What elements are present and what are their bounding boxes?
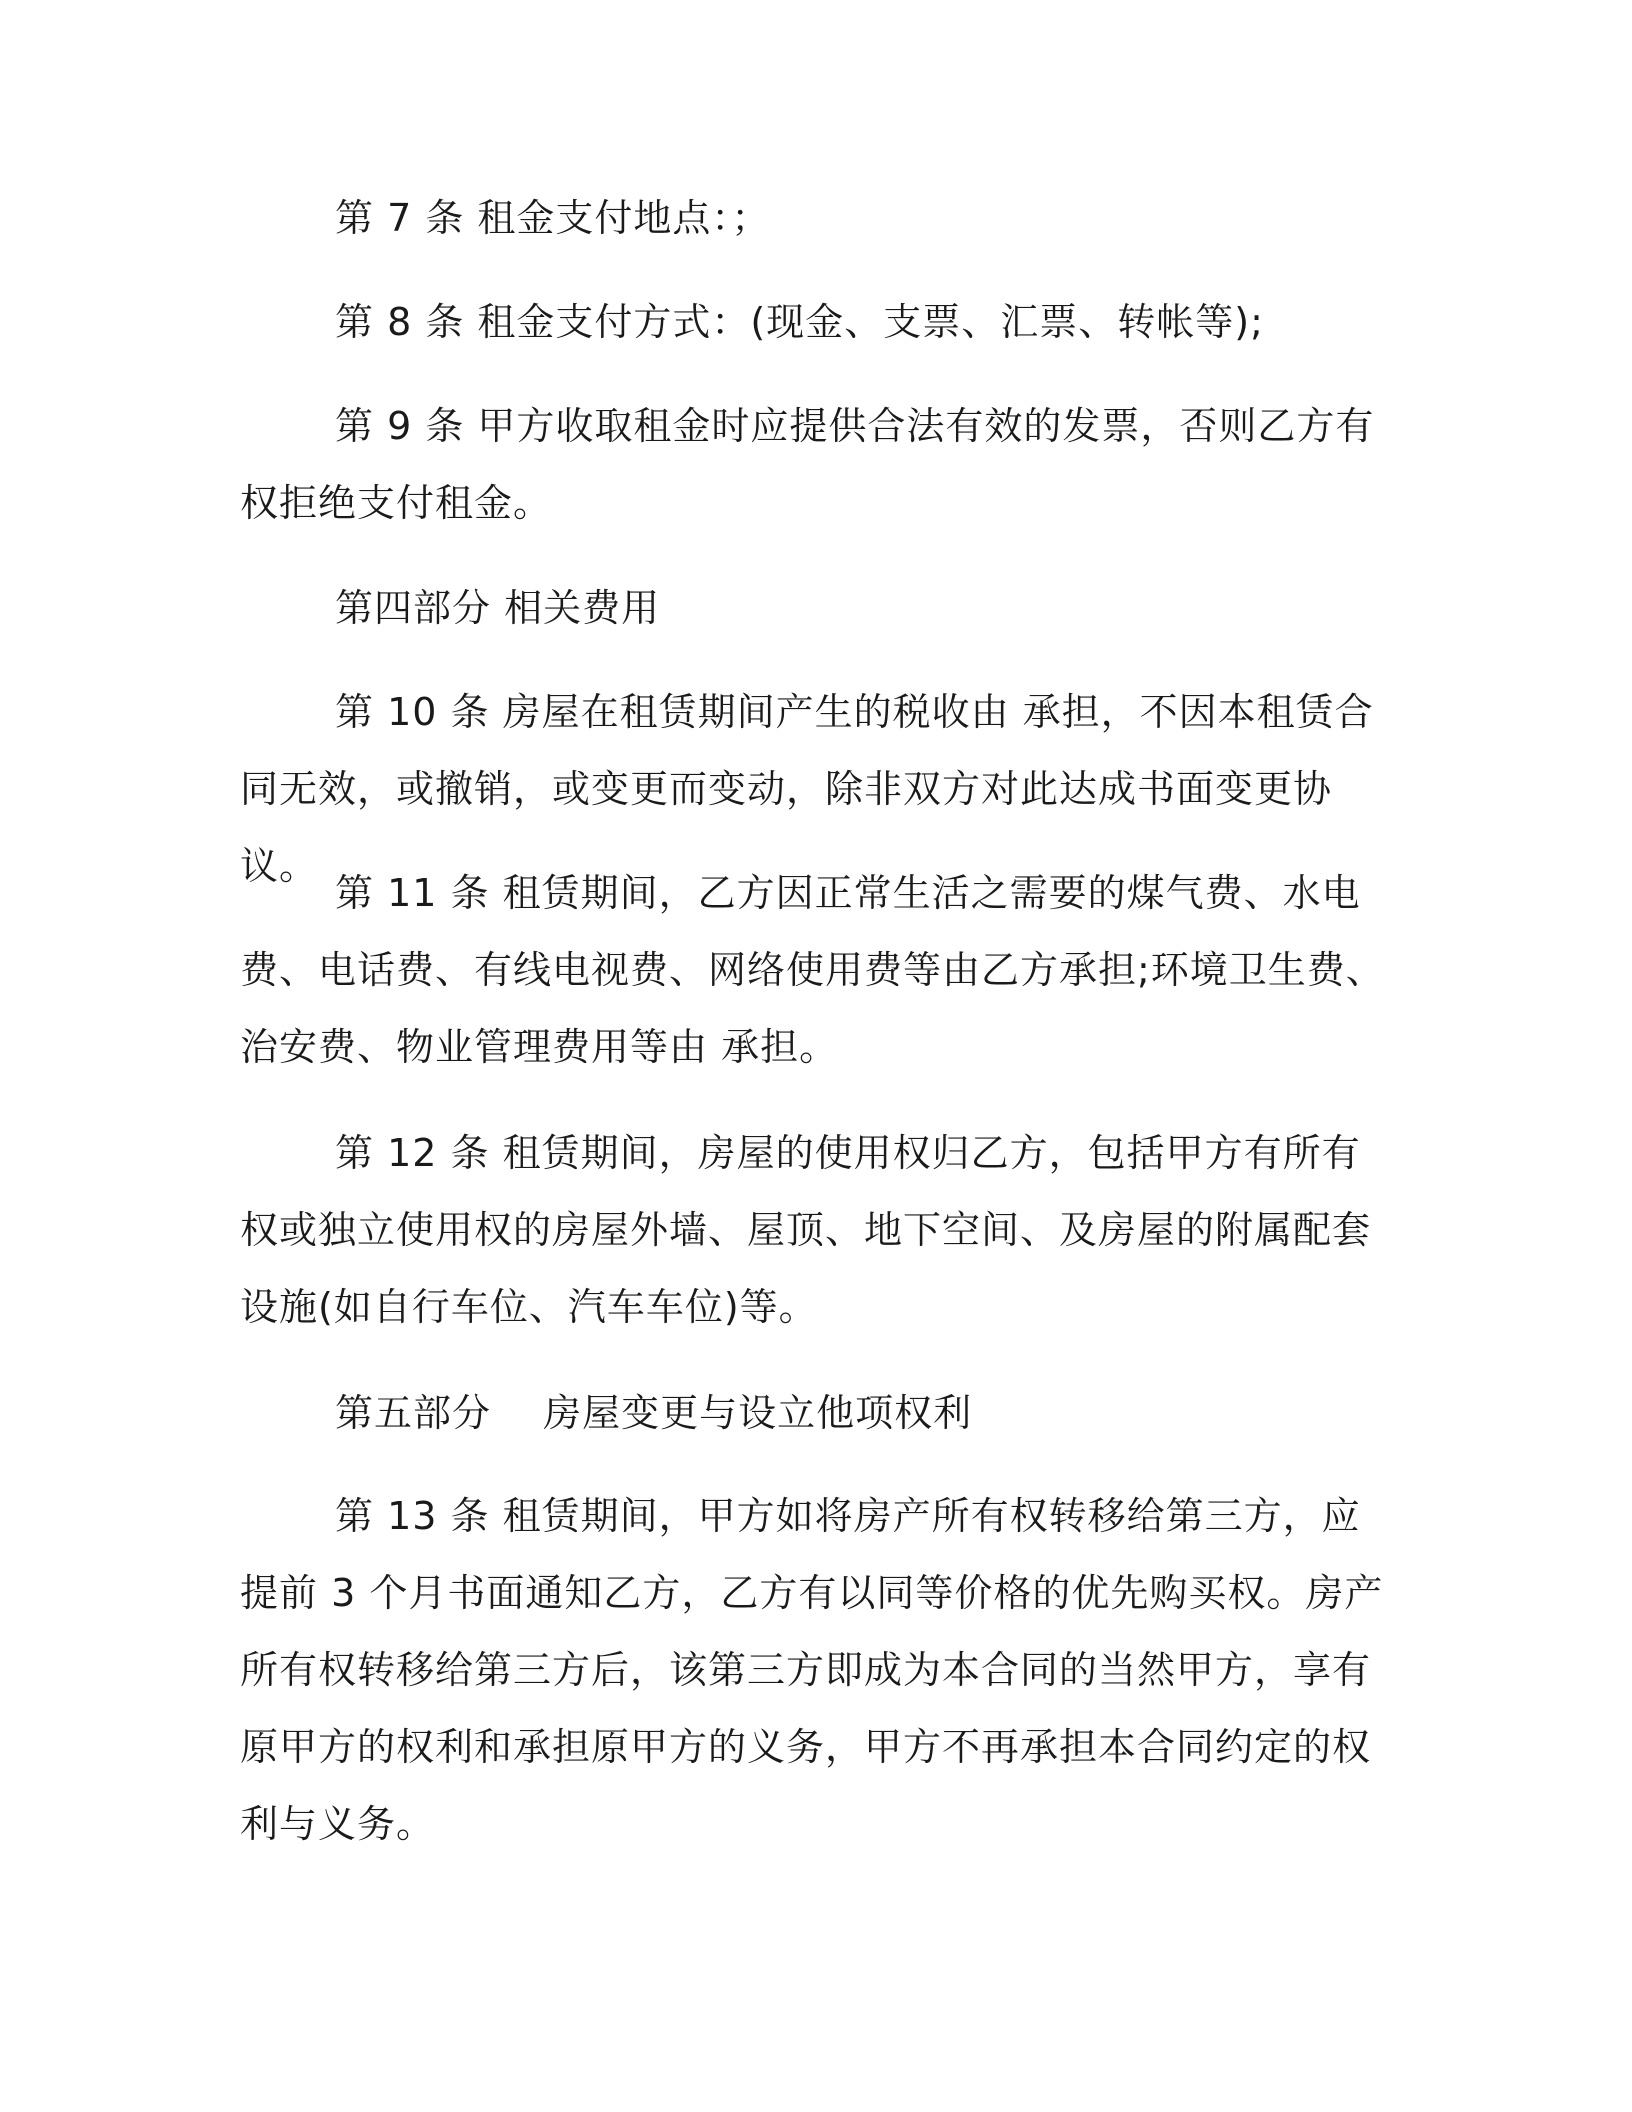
article-11-paragraph: 第 11 条 租赁期间，乙方因正常生活之需要的煤气费、水电费、电话费、有线电视费、网络使用费等由乙方承担;环境卫生费、治安费、物业管理费用等由 承担。 bbox=[240, 871, 1385, 1069]
article-12-paragraph: 第 12 条 租赁期间，房屋的使用权归乙方，包括甲方有所有权或独立使用权的房屋外墙、屋顶、地下空间、及房屋的附属配套设施(如自行车位、汽车车位)等。 bbox=[240, 1131, 1372, 1329]
article-8-paragraph: 第 8 条 租金支付方式：(现金、支票、汇票、转帐等); bbox=[335, 300, 1264, 344]
article-13-paragraph: 第 13 条 租赁期间，甲方如将房产所有权转移给第三方，应提前 3 个月书面通知乙方，乙方有以同等价格的优先购买权。房产所有权转移给第三方后，该第三方即成为本合同的当然甲方，享有原甲方的权利和承担原甲方的义务，甲方不再承担本合同约定的权利与义务。 bbox=[240, 1494, 1384, 1846]
part-4-heading: 第四部分 相关费用 bbox=[335, 586, 661, 630]
article-7-paragraph: 第 7 条 租金支付地点：； bbox=[335, 196, 771, 240]
part-5-heading: 第五部分 房屋变更与设立他项权利 bbox=[335, 1391, 973, 1435]
article-10-paragraph: 第 10 条 房屋在租赁期间产生的税收由 承担，不因本租赁合同无效，或撤销，或变更而变动，除非双方对此达成书面变更协议。 bbox=[240, 690, 1374, 888]
article-9-paragraph: 第 9 条 甲方收取租金时应提供合法有效的发票，否则乙方有权拒绝支付租金。 bbox=[240, 404, 1375, 525]
